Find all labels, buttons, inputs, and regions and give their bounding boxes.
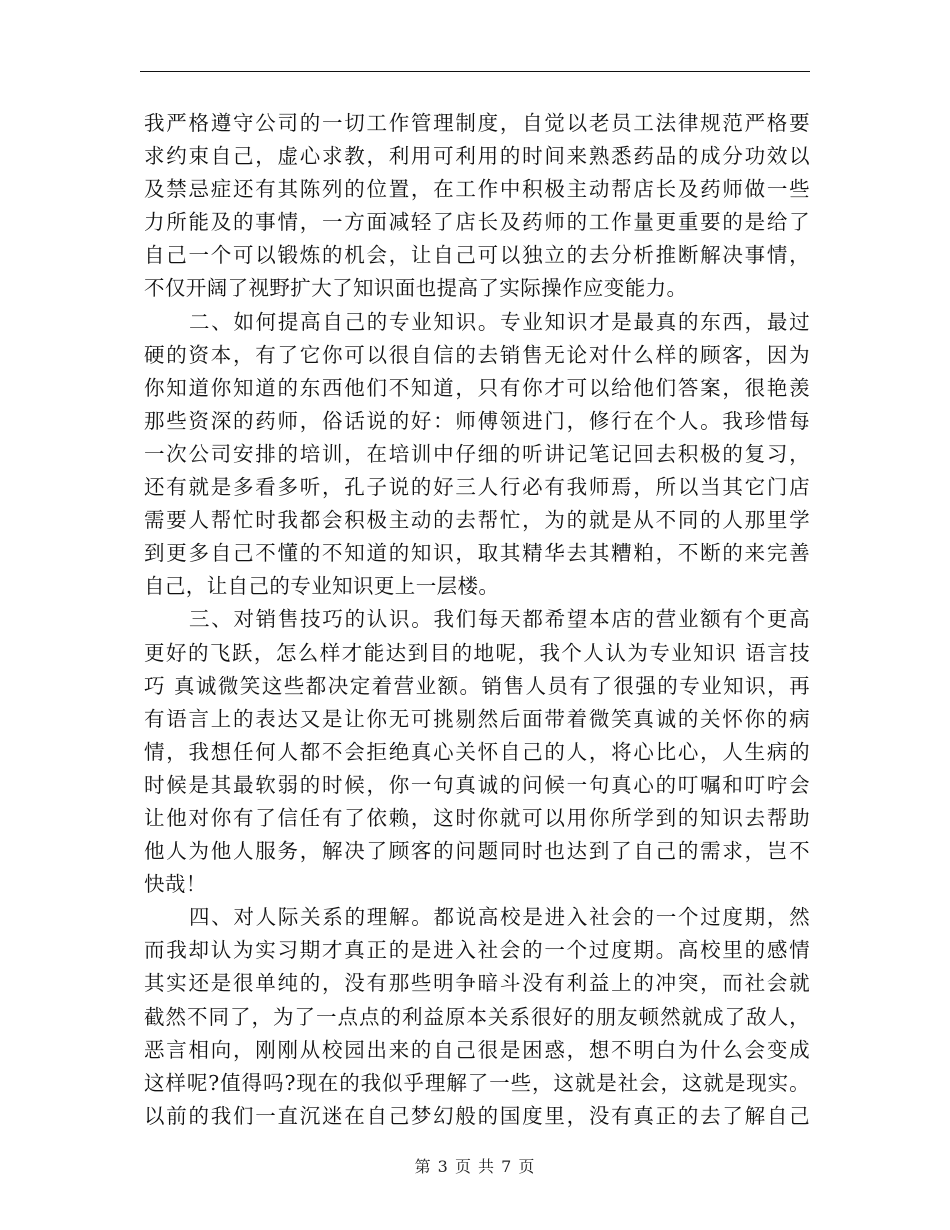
- text-line: 我严格遵守公司的一切工作管理制度，自觉以老员工法律规范严格要: [144, 111, 810, 135]
- text-line: 那些资深的药师，俗话说的好：师傅领进门，修行在个人。我珍惜每: [144, 408, 810, 433]
- text-line: 更好的飞跃，怎么样才能达到目的地呢，我个人认为专业知识 语言技: [144, 640, 810, 665]
- text-line: 快哉！: [144, 872, 207, 897]
- text-line: 求约束自己，虚心求教，利用可利用的时间来熟悉药品的成分功效以: [144, 144, 810, 169]
- text-line: 你知道你知道的东西他们不知道，只有你才可以给他们答案，很艳羡: [144, 375, 810, 400]
- text-line: 力所能及的事情，一方面减轻了店长及药师的工作量更重要的是给了: [144, 210, 810, 235]
- text-line: 还有就是多看多听，孔子说的好三人行必有我师焉，所以当其它门店: [144, 475, 810, 500]
- text-line: 自己，让自己的专业知识更上一层楼。: [144, 574, 500, 599]
- text-line: 硬的资本，有了它你可以很自信的去销售无论对什么样的顾客，因为: [144, 342, 810, 367]
- text-line: 三、对销售技巧的认识。我们每天都希望本店的营业额有个更高: [189, 607, 810, 632]
- text-line: 需要人帮忙时我都会积极主动的去帮忙，为的就是从不同的人那里学: [144, 508, 810, 533]
- text-line: 这样呢?值得吗?现在的我似乎理解了一些，这就是社会，这就是现实。: [144, 1070, 810, 1095]
- text-line: 他人为他人服务，解决了顾客的问题同时也达到了自己的需求，岂不: [144, 839, 810, 864]
- page-number-footer: 第 3 页 共 7 页: [414, 1157, 536, 1176]
- text-line: 不仅开阔了视野扩大了知识面也提高了实际操作应变能力。: [144, 276, 688, 301]
- text-line: 时候是其最软弱的时候，你一句真诚的问候一句真心的叮嘱和叮咛会: [144, 772, 810, 797]
- text-line: 及禁忌症还有其陈列的位置，在工作中积极主动帮店长及药师做一些: [144, 177, 810, 202]
- text-line: 自己一个可以锻炼的机会，让自己可以独立的去分析推断解决事情，: [144, 243, 810, 268]
- text-line: 恶言相向，刚刚从校园出来的自己很是困惑，想不明白为什么会变成: [144, 1037, 810, 1062]
- document-body: [144, 107, 810, 1133]
- text-line: 其实还是很单纯的，没有那些明争暗斗没有利益上的冲突，而社会就: [144, 971, 810, 996]
- header-divider: [140, 71, 810, 72]
- text-line: 有语言上的表达又是让你无可挑剔然后面带着微笑真诚的关怀你的病: [144, 706, 810, 731]
- text-line: 而我却认为实习期才真正的是进入社会的一个过度期。高校里的感情: [144, 938, 810, 963]
- text-line: 巧 真诚微笑这些都决定着营业额。销售人员有了很强的专业知识，再: [144, 673, 810, 698]
- text-line: 以前的我们一直沉迷在自己梦幻般的国度里，没有真正的去了解自己: [144, 1103, 810, 1128]
- text-line: 到更多自己不懂的不知道的知识，取其精华去其糟粕，不断的来完善: [144, 541, 810, 566]
- text-line: 让他对你有了信任有了依赖，这时你就可以用你所学到的知识去帮助: [144, 805, 810, 830]
- text-line: 截然不同了，为了一点点的利益原本关系很好的朋友顿然就成了敌人，: [144, 1004, 810, 1029]
- text-line: 二、如何提高自己的专业知识。专业知识才是最真的东西，最过: [189, 309, 810, 334]
- text-line: 四、对人际关系的理解。都说高校是进入社会的一个过度期，然: [189, 905, 810, 930]
- text-line: 情，我想任何人都不会拒绝真心关怀自己的人，将心比心，人生病的: [144, 739, 810, 764]
- text-line: 一次公司安排的培训，在培训中仔细的听讲记笔记回去积极的复习，: [144, 441, 810, 466]
